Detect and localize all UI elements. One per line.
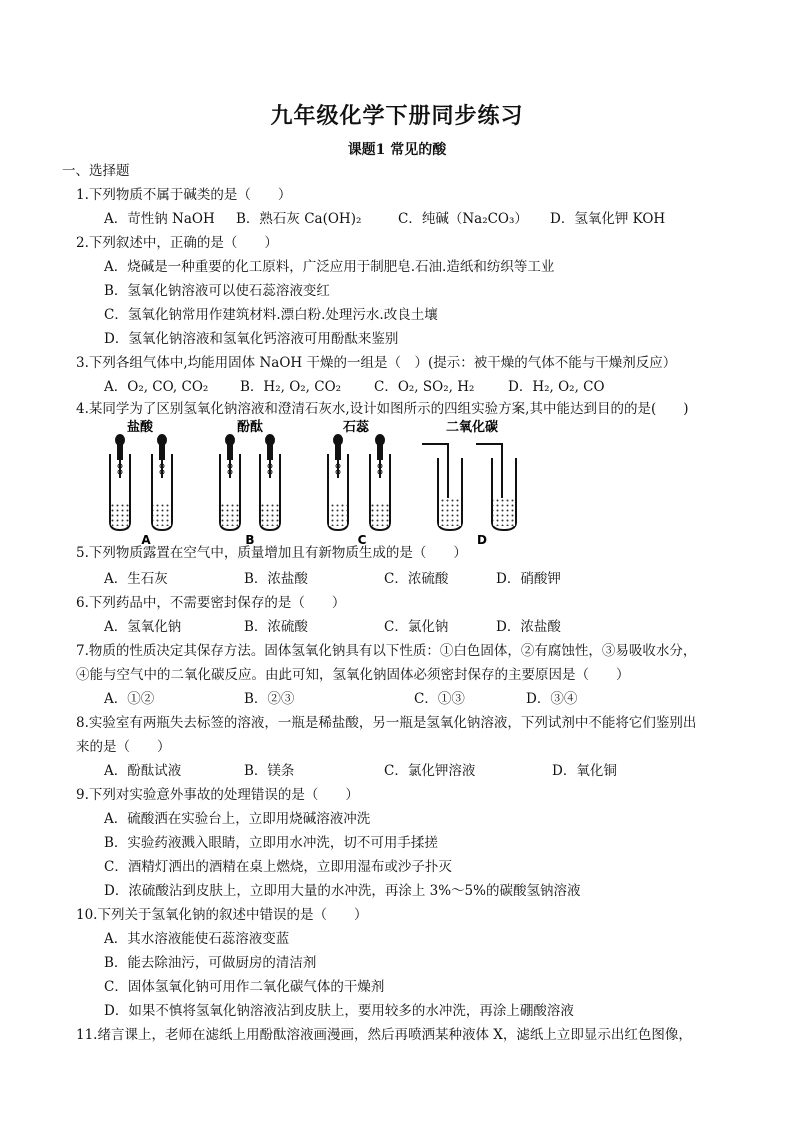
question-3: 3.下列各组气体中,均能用固体 NaOH 干燥的一组是（ ）(提示：被干燥的气体不能与干燥剂反应） — [76, 355, 677, 371]
q3-option-a: A．O₂, CO, CO₂ — [104, 379, 209, 395]
group-letter-a: A — [141, 533, 151, 546]
group-letter-d: D — [477, 533, 487, 546]
question-10: 10.下列关于氢氧化钠的叙述中错误的是（ ） — [76, 907, 368, 923]
q6-option-a: A．氢氧化钠 — [104, 619, 182, 635]
group-d-tubes — [422, 444, 516, 530]
experiment-diagram — [100, 418, 520, 546]
q8-option-b: B．镁条 — [244, 763, 295, 779]
q9-option-c: C．酒精灯洒出的酒精在桌上燃烧，立即用湿布或沙子扑灭 — [104, 859, 452, 875]
question-7-line1: 7.物质的性质决定其保存方法。固体氢氧化钠具有以下性质：①白色固体，②有腐蚀性，③易吸收水分， — [76, 643, 697, 659]
q8-option-c: C．氯化钾溶液 — [384, 763, 476, 779]
q5-option-b: B．浓盐酸 — [244, 571, 308, 587]
q3-option-c: C．O₂, SO₂, H₂ — [374, 379, 475, 395]
group-letter-c: C — [357, 533, 367, 546]
q1-option-a: A．苛性钠 NaOH — [104, 211, 215, 227]
q9-option-b: B．实验药液溅入眼睛，立即用水冲洗，切不可用手揉搓 — [104, 835, 438, 851]
q1-option-c: C．纯碱（Na₂CO₃） — [398, 211, 528, 227]
label-hydrochloric-acid: 盐酸 — [126, 420, 154, 435]
question-7-line2: ④能与空气中的二氧化碳反应。由此可知，氢氧化钠固体必须密封保存的主要原因是（ ） — [76, 667, 630, 683]
question-1: 1.下列物质不属于碱类的是（ ） — [76, 187, 292, 203]
q10-option-b: B．能去除油污，可做厨房的清洁剂 — [104, 955, 317, 971]
question-4: 4.某同学为了区别氢氧化钠溶液和澄清石灰水,设计如图所示的四组实验方案,其中能达到目的的是( ) — [76, 401, 689, 417]
q10-option-a: A．其水溶液能使石蕊溶液变蓝 — [104, 931, 290, 947]
q6-option-d: D．浓盐酸 — [496, 619, 561, 635]
q8-option-d: D．氧化铜 — [552, 763, 617, 779]
q5-option-d: D．硝酸钾 — [496, 571, 561, 587]
q6-option-b: B．浓硫酸 — [244, 619, 308, 635]
q7-option-a: A．①② — [104, 691, 155, 707]
question-11: 11.绪言课上，老师在滤纸上用酚酞溶液画漫画，然后再喷洒某种液体 X，滤纸上立即显示出红色图像， — [76, 1027, 692, 1043]
q5-option-c: C．浓硫酸 — [384, 571, 449, 587]
lesson-subtitle: 课题1 常见的酸 — [347, 142, 447, 158]
q6-option-c: C．氯化钠 — [384, 619, 449, 635]
label-phenolphthalein: 酚酞 — [236, 420, 264, 435]
group-a-tubes — [110, 435, 172, 530]
q9-option-d: D．浓硫酸沾到皮肤上，立即用大量的水冲洗，再涂上 3%～5%的碳酸氢钠溶液 — [104, 883, 581, 899]
group-c-tubes — [328, 435, 390, 530]
q5-option-a: A．生石灰 — [104, 571, 168, 587]
question-9: 9.下列对实验意外事故的处理错误的是（ ） — [76, 787, 359, 803]
q3-option-b: B．H₂, O₂, CO₂ — [240, 379, 342, 395]
q10-option-d: D．如果不慎将氢氧化钠溶液沾到皮肤上，要用较多的水冲洗，再涂上硼酸溶液 — [104, 1003, 574, 1019]
q9-option-a: A．硫酸洒在实验台上，立即用烧碱溶液冲洗 — [104, 811, 371, 827]
q7-option-c: C．①③ — [414, 691, 465, 707]
q2-option-b: B．氢氧化钠溶液可以使石蕊溶液变红 — [104, 283, 330, 299]
label-litmus: 石蕊 — [342, 420, 370, 435]
q2-option-a: A．烧碱是一种重要的化工原料，广泛应用于制肥皂.石油.造纸和纺织等工业 — [104, 259, 555, 275]
q7-option-d: D．③④ — [526, 691, 578, 707]
section-heading: 一、选择题 — [62, 163, 130, 179]
question-8-line2: 来的是（ ） — [76, 739, 171, 755]
q10-option-c: C．固体氢氧化钠可用作二氧化碳气体的干燥剂 — [104, 979, 385, 995]
label-carbon-dioxide: 二氧化碳 — [445, 420, 499, 435]
question-6: 6.下列药品中，不需要密封保存的是（ ） — [76, 595, 346, 611]
q2-option-c: C．氢氧化钠常用作建筑材料.漂白粉.处理污水.改良土壤 — [104, 307, 438, 323]
question-5: 5.下列物质露置在空气中，质量增加且有新物质生成的是（ ） — [76, 545, 467, 561]
question-2: 2.下列叙述中，正确的是（ ） — [76, 235, 278, 251]
q2-option-d: D．氢氧化钠溶液和氢氧化钙溶液可用酚酞来鉴别 — [104, 331, 399, 347]
q1-option-b: B．熟石灰 Ca(OH)₂ — [236, 211, 362, 227]
q3-option-d: D．H₂, O₂, CO — [508, 379, 605, 395]
q8-option-a: A．酚酞试液 — [104, 763, 182, 779]
group-letter-b: B — [245, 533, 255, 546]
q7-option-b: B．②③ — [244, 691, 295, 707]
q1-option-d: D．氢氧化钾 KOH — [550, 211, 666, 227]
page-title: 九年级化学下册同步练习 — [270, 103, 524, 129]
question-8-line1: 8.实验室有两瓶失去标签的溶液，一瓶是稀盐酸，另一瓶是氢氧化钠溶液，下列试剂中不能将它们鉴别出 — [76, 715, 697, 731]
group-b-tubes — [220, 435, 280, 530]
